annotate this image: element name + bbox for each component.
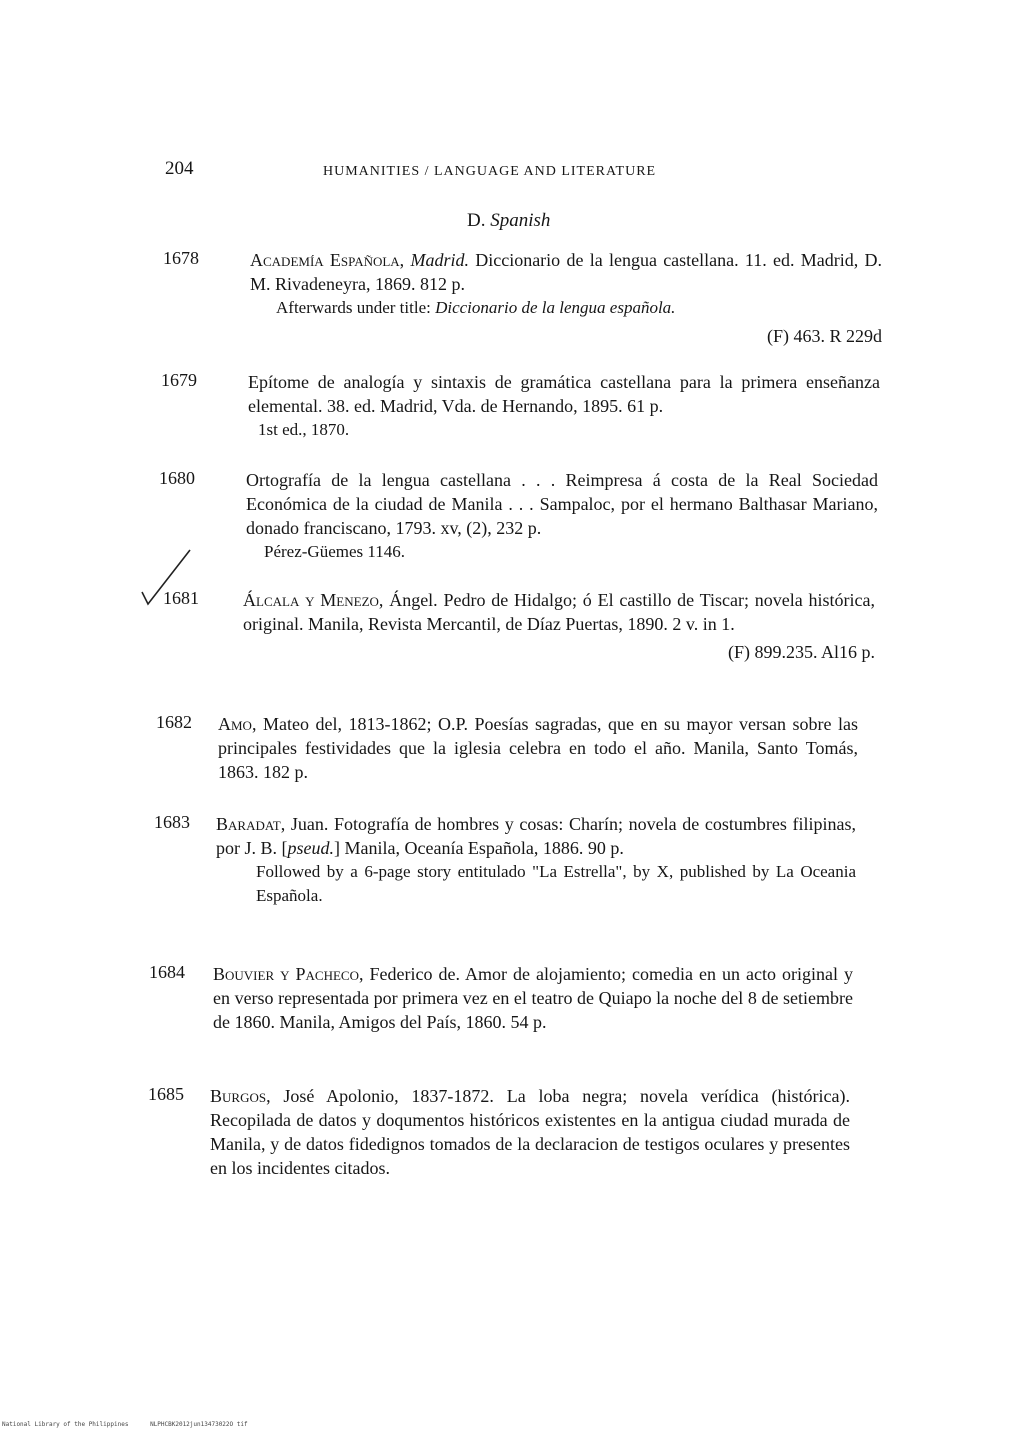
entry-pseud: pseud. [287,838,334,858]
section-title [467,210,550,232]
entry-body: Diccionario de la lengua castellana. 11. ed. Madrid, D. M. Rivadeneyra, 1869. 812 p. [250,250,883,294]
entry-note: 1st ed., 1870. [258,420,350,439]
entry-body: Ángel. Pedro de Hidalgo; ó El castillo de Tiscar; novela histórica, original. Manila, Revista Mercantil, de Díaz Puertas, 1890. 2 v. in 1. [243,590,875,634]
entry-note: Followed by a 6-page story entitulado "La Estrella", by X, published by La Oceania Española. [256,862,856,905]
entry-1681 [163,588,875,664]
entry-author: Burgos, [210,1086,271,1106]
entry-number: 1685 [148,1084,184,1104]
entry-body-b: ] Manila, Oceanía Española, 1886. 90 p. [334,838,624,858]
entry-text [218,712,858,784]
entry-number: 1679 [161,370,197,390]
entry-1678 [163,248,883,348]
entry-text [216,812,856,860]
call-number: (F) 899.235. Al16 p. [727,642,875,662]
entry-author: Academía Española, [250,250,405,270]
entry-body: Mateo del, 1813-1862; O.P. Poesías sagradas, que en su mayor versan sobre las principales festividades que la iglesia celebra en todo el año. Manila, Santo Tomás, 1863. 182 p. [218,714,858,782]
entry-text [213,962,853,1034]
entry-body: Ortografía de la lengua castellana . . . Reimpresa á costa de la Real Sociedad Económica de la ciudad de Manila . . . Sampaloc, por el hermano Balthasar Mariano, donado franciscano, 1793. xv, (2), 232 p. [246,470,878,538]
entry-1683 [154,812,856,908]
section-letter: D. [467,210,486,231]
entry-number: 1681 [163,588,199,608]
footer-source: National Library of the Philippines [2,1421,129,1428]
entry-number: 1680 [159,468,195,488]
entry-text [250,248,882,296]
entry-body-a: Juan. Fotografía de hombres y cosas: Charín; novela de costumbres filipinas, por J. B. [ [216,814,856,858]
call-number: (F) 463. R 229d [766,326,882,346]
entry-body: Epítome de analogía y sintaxis de gramática castellana para la primera enseñanza elemental. 38. ed. Madrid, Vda. de Hernando, 1895. 61 p. [248,372,880,416]
section-name: Spanish [490,210,551,231]
entry-1679 [161,370,880,442]
entry-note: Pérez-Güemes 1146. [264,542,405,561]
entry-1680 [159,468,878,564]
entry-author: Bouvier y Pacheco, [213,964,364,984]
note-prefix: Afterwards under title: [276,298,436,317]
running-head: HUMANITIES / LANGUAGE AND LITERATURE [323,164,657,179]
entry-author: Amo, [218,714,257,734]
entry-number: 1684 [149,962,185,982]
entry-author: Baradat, [216,814,286,834]
entry-text [210,1084,850,1180]
entry-author: Álcala y Menezo, [243,590,384,610]
entry-1685 [148,1084,850,1180]
entry-place: Madrid. [410,250,469,270]
entry-number: 1683 [154,812,190,832]
page-header [165,158,865,188]
page-number: 204 [165,158,194,179]
scan-footer [2,1421,266,1428]
entry-text [243,588,875,636]
entry-body: Federico de. Amor de alojamiento; comedia en un acto original y en verso representada por primera vez en el teatro de Quiapo la noche del 8 de setiembre de 1860. Manila, Amigos del País, 1860. 54 p. [213,964,853,1032]
entry-number: 1678 [163,248,199,268]
entry-note [276,296,882,320]
footer-file-id: NLPHCBK2012jun13473022O tif [150,1421,248,1428]
note-title: Diccionario de la lengua española. [435,298,676,317]
entry-number: 1682 [156,712,192,732]
entry-1682 [156,712,858,784]
entry-body: José Apolonio, 1837-1872. La loba negra; novela verídica (histórica). Recopilada de datos y doqumentos históricos existentes en la antigua ciudad murada de Manila, y de datos fidedignos tomados de la declaracion de testigos oculares y presentes en los incidentes citados. [210,1086,850,1178]
entry-1684 [149,962,853,1034]
